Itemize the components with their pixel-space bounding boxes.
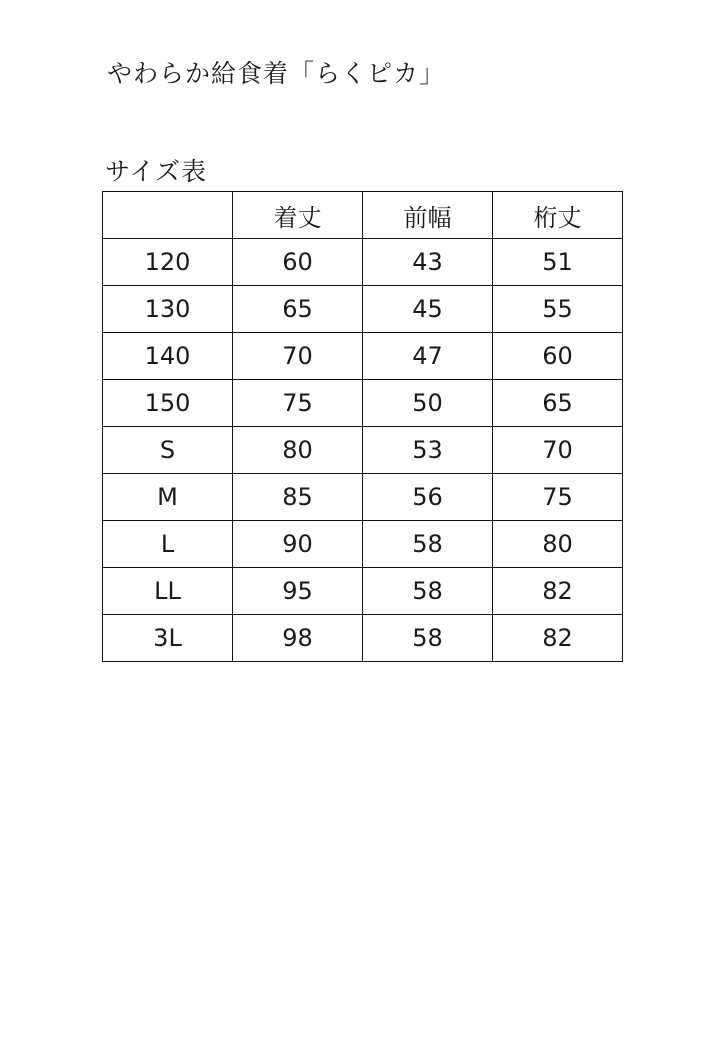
front-width-cell: 47 (363, 333, 493, 380)
header-length: 着丈 (233, 192, 363, 239)
length-cell: 98 (233, 615, 363, 662)
sleeve-length-cell: 70 (493, 427, 623, 474)
sleeve-length-cell: 80 (493, 521, 623, 568)
header-front-width: 前幅 (363, 192, 493, 239)
table-body (103, 239, 623, 662)
size-table (102, 191, 623, 662)
table-row (103, 521, 623, 568)
table-caption: サイズ表 (105, 157, 208, 186)
front-width-cell: 58 (363, 521, 493, 568)
header-row (103, 192, 623, 239)
header-corner-cell (103, 192, 233, 239)
table-row (103, 615, 623, 662)
size-cell: 150 (103, 380, 233, 427)
table-row (103, 568, 623, 615)
front-width-cell: 56 (363, 474, 493, 521)
table-row (103, 474, 623, 521)
table-header (103, 192, 623, 239)
front-width-cell: 43 (363, 239, 493, 286)
size-cell: 140 (103, 333, 233, 380)
front-width-cell: 45 (363, 286, 493, 333)
table-row (103, 333, 623, 380)
length-cell: 95 (233, 568, 363, 615)
length-cell: 65 (233, 286, 363, 333)
length-cell: 75 (233, 380, 363, 427)
front-width-cell: 53 (363, 427, 493, 474)
sleeve-length-cell: 55 (493, 286, 623, 333)
header-sleeve-length: 桁丈 (493, 192, 623, 239)
sleeve-length-cell: 51 (493, 239, 623, 286)
table-row (103, 380, 623, 427)
sleeve-length-cell: 65 (493, 380, 623, 427)
size-cell: 120 (103, 239, 233, 286)
size-cell: S (103, 427, 233, 474)
table-row (103, 427, 623, 474)
sleeve-length-cell: 75 (493, 474, 623, 521)
table-row (103, 286, 623, 333)
table-row (103, 239, 623, 286)
sleeve-length-cell: 82 (493, 568, 623, 615)
length-cell: 60 (233, 239, 363, 286)
front-width-cell: 58 (363, 615, 493, 662)
front-width-cell: 50 (363, 380, 493, 427)
length-cell: 85 (233, 474, 363, 521)
document-title: やわらか給食着「らくピカ」 (107, 59, 446, 88)
size-cell: 3L (103, 615, 233, 662)
size-cell: L (103, 521, 233, 568)
size-cell: LL (103, 568, 233, 615)
length-cell: 90 (233, 521, 363, 568)
front-width-cell: 58 (363, 568, 493, 615)
sleeve-length-cell: 82 (493, 615, 623, 662)
size-cell: 130 (103, 286, 233, 333)
length-cell: 80 (233, 427, 363, 474)
length-cell: 70 (233, 333, 363, 380)
sleeve-length-cell: 60 (493, 333, 623, 380)
size-cell: M (103, 474, 233, 521)
